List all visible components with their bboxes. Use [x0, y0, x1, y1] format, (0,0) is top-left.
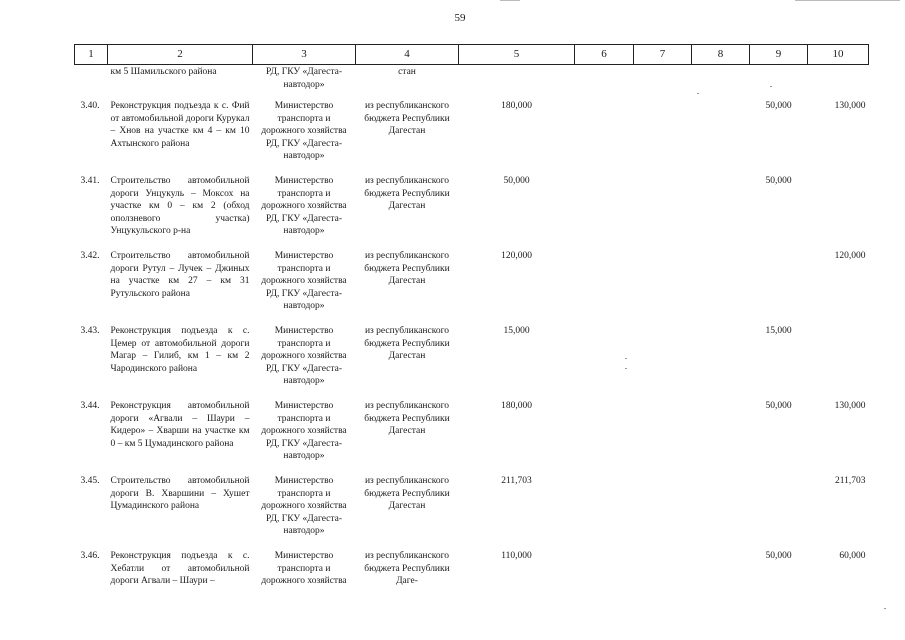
cell-executor: Министерство транспорта и дорожного хозяйства [261, 551, 347, 587]
column-number-header [75, 45, 869, 65]
cell-name: Строительство автомобильной дороги Унцукуль – Моксох на участке км 0 – км 2 (обход оползневого участка) Унцукульского р-на [110, 176, 250, 237]
cell-name: Реконструкция подъезда к с. Цемер от автомобильной дороги Магар – Гилиб, км 1 – км 2 Чародинского района [110, 326, 250, 374]
header-col-8: 8 [692, 45, 750, 65]
cell-source: из республиканского бюджета Республики Дагестан [364, 401, 450, 437]
cell-total: 15,000 [503, 326, 530, 336]
scan-edge-line [500, 0, 520, 1]
cell-col-7 [634, 250, 692, 325]
cell-col-9: 50,000 [765, 101, 792, 111]
cell-total: 180,000 [501, 101, 532, 111]
header-col-4: 4 [356, 45, 459, 65]
cell-num: 3.46. [80, 551, 100, 561]
table-row [75, 100, 869, 175]
page-number: 59 [454, 12, 466, 24]
scan-edge-line [795, 0, 900, 1]
scan-speck [697, 93, 699, 94]
header-col-2: 2 [108, 45, 253, 65]
cell-num: 3.43. [80, 326, 100, 336]
table-row [75, 325, 869, 400]
cell-col-10: 120,000 [834, 251, 866, 261]
cell-total: 120,000 [501, 251, 532, 261]
table-row [75, 250, 869, 325]
cell-col-8 [692, 475, 750, 550]
cell-col-8 [692, 250, 750, 325]
cell-col-9 [750, 250, 808, 325]
cell-col-8 [692, 550, 750, 625]
cell-col-7 [634, 400, 692, 475]
scan-speck [770, 86, 772, 87]
header-col-5: 5 [459, 45, 575, 65]
cell-executor: Министерство транспорта и дорожного хозяйства РД, ГКУ «Дагеста-навтодор» [261, 326, 347, 387]
cell-col-9: 50,000 [765, 551, 792, 561]
header-col-1: 1 [75, 45, 108, 65]
continuation-row [75, 65, 869, 101]
cell-source: из республиканского бюджета Республики Дагестан [364, 326, 450, 362]
cell-col-9: 15,000 [765, 326, 792, 336]
cell-total: 180,000 [501, 401, 532, 411]
cell-col-10: 130,000 [834, 401, 866, 411]
header-col-7: 7 [634, 45, 692, 65]
cell-source: из республиканского бюджета Республики Даге- [364, 551, 450, 587]
cell-col-10: 130,000 [834, 101, 866, 111]
cell-col-9: 50,000 [765, 176, 792, 186]
cell-source: из республиканского бюджета Республики Дагестан [364, 101, 450, 137]
scan-speck [625, 368, 627, 369]
cell-col-10: 60,000 [839, 551, 866, 561]
cell-col-9: 50,000 [765, 401, 792, 411]
cell-col-8 [692, 175, 750, 250]
cell-col-10: 211,703 [834, 476, 866, 486]
cell-executor: Министерство транспорта и дорожного хозяйства РД, ГКУ «Дагеста-навтодор» [261, 101, 347, 162]
cell-col-10 [808, 175, 869, 250]
header-col-3: 3 [253, 45, 356, 65]
header-col-6: 6 [575, 45, 634, 65]
cell-num: 3.44. [80, 401, 100, 411]
cell-source: из республиканского бюджета Республики Дагестан [364, 476, 450, 512]
cell-col-6 [575, 550, 634, 625]
cell-executor: РД, ГКУ «Дагеста-навтодор» [265, 67, 343, 90]
cell-executor: Министерство транспорта и дорожного хозяйства РД, ГКУ «Дагеста-навтодор» [261, 476, 347, 537]
cell-col-6 [575, 400, 634, 475]
cell-total: 50,000 [503, 176, 530, 186]
cell-col-8 [692, 400, 750, 475]
table-row [75, 175, 869, 250]
cell-col-6 [575, 325, 634, 400]
cell-col-9 [750, 475, 808, 550]
cell-num: 3.40. [80, 101, 100, 111]
cell-num: 3.41. [80, 176, 100, 186]
header-col-10: 10 [808, 45, 869, 65]
cell-col-6 [575, 475, 634, 550]
header-col-9: 9 [750, 45, 808, 65]
cell-executor: Министерство транспорта и дорожного хозяйства РД, ГКУ «Дагеста-навтодор» [261, 251, 347, 312]
cell-col-7 [634, 175, 692, 250]
cell-col-8 [692, 100, 750, 175]
cell-col-8 [692, 325, 750, 400]
cell-col-7 [634, 475, 692, 550]
cell-name: км 5 Шамильского района [110, 67, 217, 77]
cell-source: из республиканского бюджета Республики Дагестан [364, 251, 450, 287]
cell-executor: Министерство транспорта и дорожного хозяйства РД, ГКУ «Дагеста-навтодор» [261, 176, 347, 237]
cell-col-7 [634, 100, 692, 175]
scan-speck [625, 358, 627, 359]
table-row [75, 475, 869, 550]
cell-name: Реконструкция подъезда к с. Фий от автомобильной дороги Курукал – Хнов на участке км 4 – км 10 Ахтынского района [110, 101, 250, 149]
cell-col-6 [575, 250, 634, 325]
cell-name: Реконструкция подъезда к с. Хебатли от автомобильной дороги Агвали – Шаури – [110, 551, 250, 587]
cell-executor: Министерство транспорта и дорожного хозяйства РД, ГКУ «Дагеста-навтодор» [261, 401, 347, 462]
program-table [74, 44, 869, 625]
table-row [75, 400, 869, 475]
cell-num: 3.45. [80, 476, 100, 486]
cell-col-10 [808, 325, 869, 400]
cell-name: Строительство автомобильной дороги В. Хваршини – Хушет Цумадинского района [110, 476, 250, 512]
table-row [75, 550, 869, 625]
cell-total: 110,000 [501, 551, 532, 561]
cell-name: Реконструкция автомобильной дороги «Агвали – Шаури – Кидеро» – Хварши на участке км 0 – км 5 Цумадинского района [110, 401, 250, 449]
cell-col-6 [575, 100, 634, 175]
scan-speck [884, 608, 886, 609]
cell-col-7 [634, 325, 692, 400]
cell-num [75, 65, 108, 101]
cell-total: 211,703 [501, 476, 532, 486]
cell-num: 3.42. [80, 251, 100, 261]
cell-source: из республиканского бюджета Республики Дагестан [364, 176, 450, 212]
cell-col-6 [575, 175, 634, 250]
cell-source: стан [398, 67, 416, 77]
cell-col-7 [634, 550, 692, 625]
cell-name: Строительство автомобильной дороги Рутул – Лучек – Джиных на участке км 27 – км 31 Рутульского района [110, 251, 250, 299]
